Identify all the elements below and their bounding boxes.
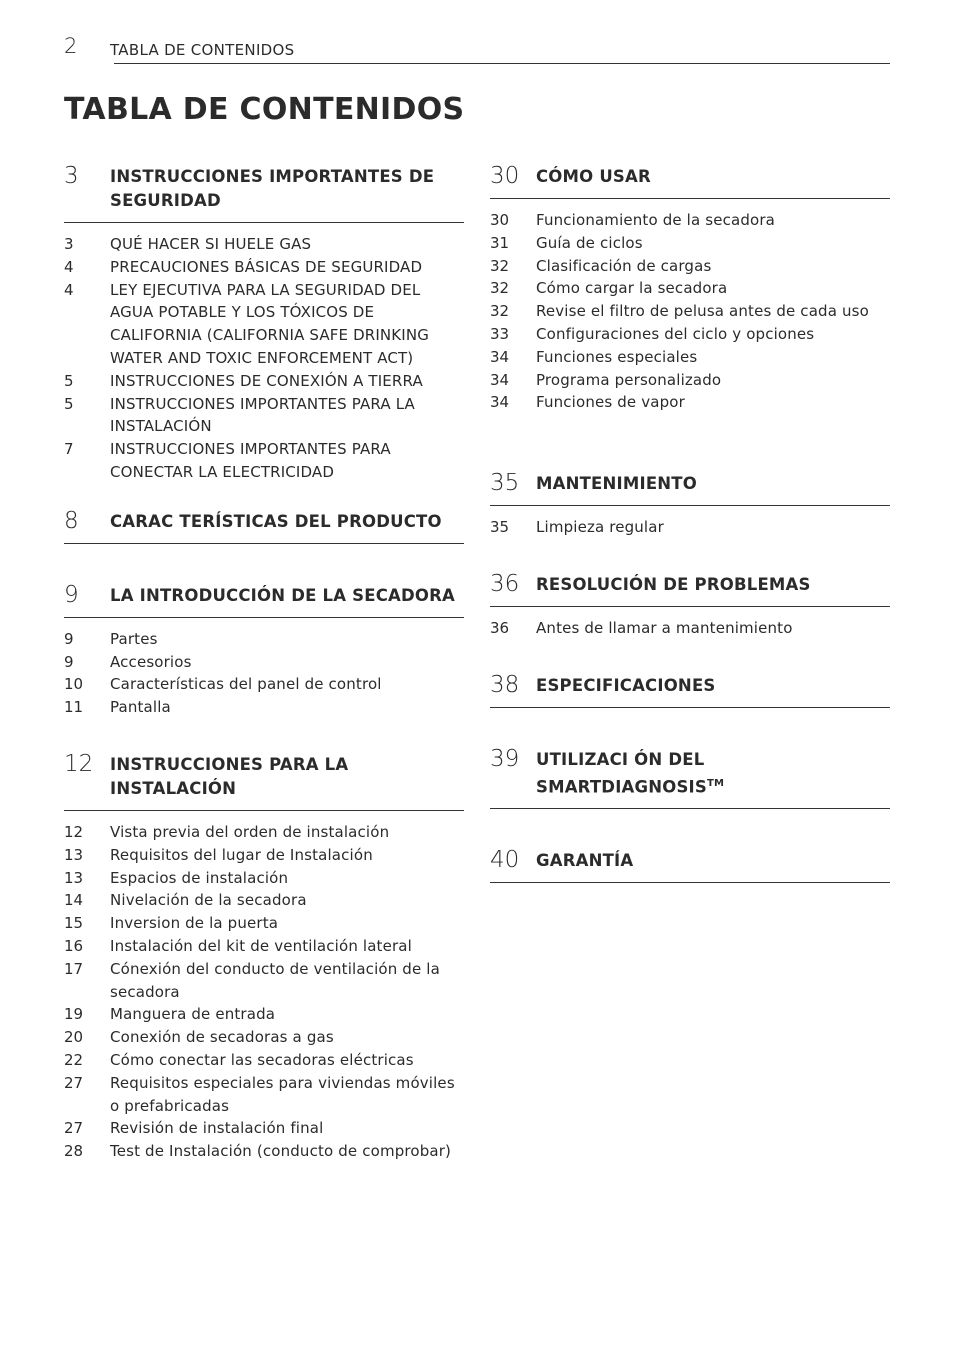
section-title-text: RESOLUCIÓN DE PROBLEMAS — [536, 574, 811, 594]
toc-section — [490, 847, 890, 883]
toc-right-column — [490, 163, 890, 883]
section-title — [536, 470, 890, 496]
entry-title: Accesorios — [110, 652, 192, 671]
section-title-text: ESPECIFICACIONES — [536, 675, 716, 695]
entry-page-number: 19 — [64, 1005, 84, 1024]
toc-entry[interactable] — [64, 370, 464, 393]
toc-entry[interactable] — [64, 1117, 464, 1140]
toc-section — [490, 571, 890, 640]
entry-title: Test de Instalación (conducto de comprobar) — [110, 1142, 452, 1161]
entry-title: QUÉ HACER SI HUELE GAS — [110, 235, 312, 253]
section-heading[interactable] — [490, 672, 890, 708]
entry-page-number: 9 — [64, 652, 74, 671]
entry-title: Cómo cargar la secadora — [536, 279, 728, 298]
section-page-number: 8 — [64, 507, 79, 534]
entry-title: Partes — [110, 629, 158, 648]
entry-page-number: 33 — [490, 324, 510, 343]
section-page-number: 9 — [64, 581, 79, 608]
entry-page-number: 11 — [64, 698, 84, 717]
entry-page-number: 15 — [64, 914, 84, 933]
section-title — [110, 751, 464, 801]
toc-entry[interactable] — [490, 617, 890, 640]
entry-title: INSTRUCCIONES IMPORTANTES PARA LA INSTALACIÓN — [110, 394, 415, 436]
entry-title: Manguera de entrada — [110, 1005, 276, 1024]
section-title — [536, 847, 890, 873]
section-title-text: INSTRUCCIONES IMPORTANTES DE SEGURIDAD — [110, 167, 435, 210]
section-page-number: 30 — [490, 163, 520, 189]
section-page-number: 38 — [490, 671, 520, 698]
toc-entry[interactable] — [64, 958, 464, 1004]
toc-section — [64, 508, 464, 544]
section-page-number: 12 — [64, 750, 94, 777]
entry-title: Inversion de la puerta — [110, 914, 279, 933]
toc-entry[interactable] — [64, 696, 464, 719]
toc-entry[interactable] — [64, 279, 464, 370]
toc-section — [490, 163, 890, 414]
running-title: TABLA DE CONTENIDOS — [110, 41, 295, 59]
section-title-text: MANTENIMIENTO — [536, 474, 697, 494]
entry-page-number: 14 — [64, 891, 84, 910]
entry-title: Programa personalizado — [536, 370, 722, 389]
entry-title: Características del panel de control — [110, 675, 382, 694]
section-heading[interactable] — [490, 746, 890, 810]
section-heading[interactable] — [64, 163, 464, 223]
section-title-text: UTILIZACI ÓN DEL SMARTDIAGNOSIS — [536, 749, 707, 797]
entry-title: Cónexión del conducto de ventilación de la secadora — [110, 959, 440, 1001]
entry-title: LEY EJECUTIVA PARA LA SEGURIDAD DEL AGUA POTABLE Y LOS TÓXICOS DE CALIFORNIA (CALIFORNIA SAFE DRINKING WATER AND TOXIC ENFORCEMENT ACT) — [110, 280, 430, 367]
toc-entry[interactable] — [64, 438, 464, 484]
entry-page-number: 10 — [64, 675, 84, 694]
toc-entry[interactable] — [64, 844, 464, 867]
entry-page-number: 16 — [64, 936, 84, 955]
toc-section — [490, 470, 890, 539]
entry-page-number: 30 — [490, 211, 510, 229]
section-page-number: 39 — [490, 745, 520, 772]
entry-title: Funciones especiales — [536, 347, 698, 366]
entry-title: Nivelación de la secadora — [110, 891, 307, 910]
page-number: 2 — [64, 34, 78, 58]
toc-entry[interactable] — [64, 867, 464, 890]
section-title-text: CARAC TERÍSTICAS DEL PRODUCTO — [110, 511, 442, 531]
section-items — [64, 223, 464, 484]
toc-left-column — [64, 163, 464, 1163]
section-title — [110, 582, 464, 608]
section-items — [490, 607, 890, 640]
toc-entry[interactable] — [64, 912, 464, 935]
entry-page-number: 4 — [64, 280, 74, 299]
entry-page-number: 34 — [490, 370, 510, 389]
toc-entry[interactable] — [490, 391, 890, 414]
entry-title: Configuraciones del ciclo y opciones — [536, 324, 815, 343]
section-items — [490, 199, 890, 414]
entry-title: Funcionamiento de la secadora — [536, 211, 775, 229]
section-title-text: GARANTÍA — [536, 851, 634, 871]
toc-entry[interactable] — [64, 889, 464, 912]
toc-entry[interactable] — [64, 935, 464, 958]
toc-entry[interactable] — [64, 1026, 464, 1049]
entry-page-number: 12 — [64, 822, 84, 841]
section-heading[interactable] — [490, 470, 890, 506]
entry-title: INSTRUCCIONES DE CONEXIÓN A TIERRA — [110, 371, 423, 390]
section-title — [536, 163, 890, 189]
entry-title: Revisión de instalación final — [110, 1119, 324, 1138]
entry-title: PRECAUCIONES BÁSICAS DE SEGURIDAD — [110, 257, 423, 276]
entry-page-number: 32 — [490, 279, 510, 298]
section-title-text: LA INTRODUCCIÓN DE LA SECADORA — [110, 585, 455, 605]
toc-entry[interactable] — [64, 628, 464, 651]
section-heading[interactable] — [64, 582, 464, 618]
entry-title: Limpieza regular — [536, 518, 664, 537]
toc-entry[interactable] — [490, 516, 890, 539]
toc-entry[interactable] — [490, 346, 890, 369]
section-page-number: 35 — [490, 470, 520, 497]
section-page-number: 40 — [490, 847, 520, 874]
toc-entry[interactable] — [64, 256, 464, 279]
entry-title: Pantalla — [110, 698, 171, 717]
entry-title: Instalación del kit de ventilación lateral — [110, 936, 412, 955]
entry-page-number: 32 — [490, 256, 510, 275]
toc-section — [64, 582, 464, 719]
section-page-number: 3 — [64, 163, 79, 189]
section-title — [110, 508, 464, 534]
entry-page-number: 28 — [64, 1142, 84, 1161]
entry-page-number: 5 — [64, 371, 74, 390]
entry-page-number: 20 — [64, 1028, 84, 1047]
entry-page-number: 31 — [490, 233, 510, 252]
header-rule — [114, 63, 890, 64]
toc-entry[interactable] — [490, 209, 890, 232]
entry-title: Clasificación de cargas — [536, 256, 712, 275]
section-title — [110, 163, 464, 213]
toc-entry[interactable] — [64, 233, 464, 256]
section-heading[interactable] — [490, 571, 890, 607]
section-title — [536, 746, 890, 800]
toc-section — [64, 163, 464, 484]
entry-page-number: 27 — [64, 1073, 84, 1092]
toc-entry[interactable] — [490, 277, 890, 300]
section-heading[interactable] — [64, 751, 464, 811]
entry-page-number: 35 — [490, 518, 510, 537]
entry-title: Funciones de vapor — [536, 393, 685, 412]
entry-page-number: 9 — [64, 629, 74, 648]
section-title — [536, 571, 890, 597]
entry-title: Requisitos especiales para viviendas móviles o prefabricadas — [110, 1073, 455, 1115]
toc-entry[interactable] — [490, 300, 890, 323]
page-title: TABLA DE CONTENIDOS — [64, 92, 465, 127]
entry-page-number: 13 — [64, 845, 84, 864]
page-header — [64, 34, 890, 64]
entry-page-number: 22 — [64, 1050, 84, 1069]
entry-title: Guía de ciclos — [536, 233, 643, 252]
toc-entry[interactable] — [64, 651, 464, 674]
entry-page-number: 17 — [64, 959, 84, 978]
entry-page-number: 27 — [64, 1119, 84, 1138]
toc-entry[interactable] — [490, 323, 890, 346]
toc-entry[interactable] — [64, 673, 464, 696]
section-title-text: INSTRUCCIONES PARA LA INSTALACIÓN — [110, 754, 349, 798]
toc-section — [490, 746, 890, 810]
entry-page-number: 34 — [490, 393, 510, 412]
section-title — [536, 672, 890, 698]
entry-title: INSTRUCCIONES IMPORTANTES PARA CONECTAR LA ELECTRICIDAD — [110, 440, 391, 481]
entry-page-number: 36 — [490, 618, 510, 637]
toc-entry[interactable] — [64, 1003, 464, 1026]
entry-title: Antes de llamar a mantenimiento — [536, 618, 793, 637]
section-items — [64, 811, 464, 1163]
toc-entry[interactable] — [490, 255, 890, 278]
entry-page-number: 5 — [64, 394, 74, 413]
section-page-number: 36 — [490, 570, 520, 597]
entry-page-number: 13 — [64, 868, 84, 887]
entry-title: Cómo conectar las secadoras eléctricas — [110, 1050, 414, 1069]
toc-entry[interactable] — [490, 369, 890, 392]
entry-page-number: 4 — [64, 257, 74, 276]
section-heading[interactable] — [490, 163, 890, 199]
section-heading[interactable] — [490, 847, 890, 883]
toc-entry[interactable] — [64, 393, 464, 439]
toc-entry[interactable] — [490, 232, 890, 255]
entry-page-number: 3 — [64, 235, 74, 253]
toc-entry[interactable] — [64, 1140, 464, 1163]
section-items — [64, 618, 464, 719]
entry-title: Vista previa del orden de instalación — [110, 822, 390, 841]
entry-title: Revise el filtro de pelusa antes de cada uso — [536, 302, 869, 321]
entry-page-number: 34 — [490, 347, 510, 366]
toc-entry[interactable] — [64, 1049, 464, 1072]
trademark-superscript: TM — [706, 777, 725, 789]
entry-title: Espacios de instalación — [110, 868, 289, 887]
toc-entry[interactable] — [64, 1072, 464, 1118]
entry-page-number: 32 — [490, 302, 510, 321]
toc-section — [490, 672, 890, 708]
toc-entry[interactable] — [64, 821, 464, 844]
section-items — [490, 506, 890, 539]
toc-section — [64, 751, 464, 1163]
section-heading[interactable] — [64, 508, 464, 544]
entry-page-number: 7 — [64, 440, 74, 459]
entry-title: Requisitos del lugar de Instalación — [110, 845, 373, 864]
section-title-text: CÓMO USAR — [536, 167, 651, 186]
entry-title: Conexión de secadoras a gas — [110, 1028, 334, 1047]
